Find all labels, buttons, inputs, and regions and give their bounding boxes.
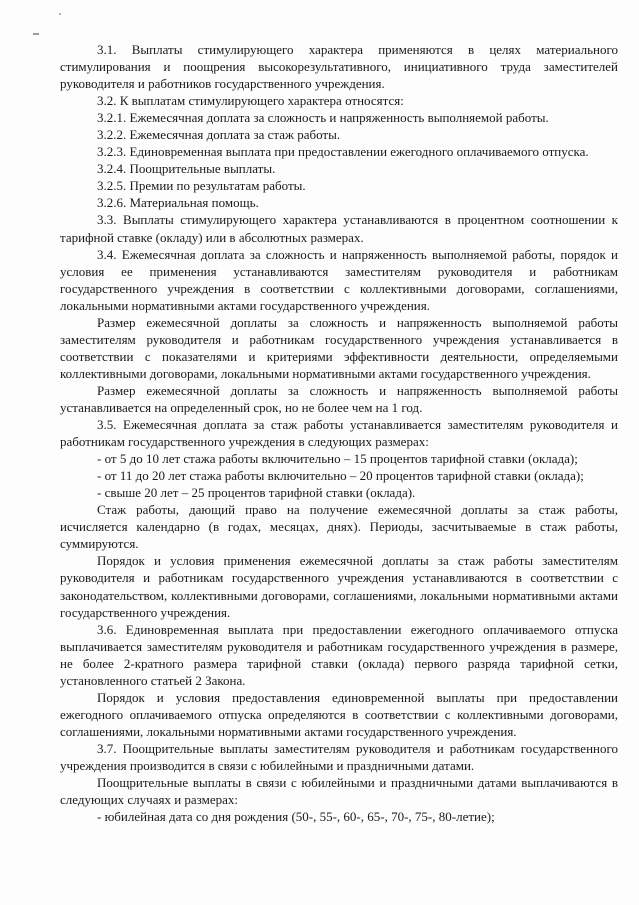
paragraph: - от 11 до 20 лет стажа работы включительно – 20 процентов тарифной ставки (оклада);: [97, 468, 584, 484]
paragraph: Порядок и условия предоставления единовременной выплаты при предоставлении ежегодного оплачиваемого отпуска определяются в соответствии с коллективными договорами, соглашениями, локальными нормативными актами государственного учреждения.: [60, 689, 618, 739]
paragraph: - от 5 до 10 лет стажа работы включительно – 15 процентов тарифной ставки (оклада);: [97, 451, 578, 467]
scan-artifact: [59, 13, 61, 15]
paragraph: 3.2.6. Материальная помощь.: [97, 195, 259, 211]
paragraph: 3.5. Ежемесячная доплата за стаж работы устанавливается заместителям руководителя и работникам государственного учреждения в следующих размерах:: [60, 417, 618, 450]
paragraph: Поощрительные выплаты в связи с юбилейными и праздничными датами выплачиваются в следующих случаях и размерах:: [60, 775, 618, 808]
paragraph: Стаж работы, дающий право на получение ежемесячной доплаты за стаж работы, исчисляется календарно (в годах, месяцах, днях). Периоды, засчитываемые в стаж работы, суммируются.: [60, 502, 618, 552]
paragraph: Размер ежемесячной доплаты за сложность и напряженность выполняемой работы устанавливается на определенный срок, но не более чем на 1 год.: [60, 382, 618, 415]
paragraph: 3.1. Выплаты стимулирующего характера применяются в целях материального стимулирования и поощрения высокорезультативного, инициативного труда заместителей руководителя и работников государственного учреждения.: [60, 42, 618, 92]
paragraph: Размер ежемесячной доплаты за сложность и напряженность выполняемой работы заместителям руководителя и работникам государственного учреждения устанавливается в соответствии с показателями и критериями эффективности деятельности, определяемыми коллективными договорами, локальными нормативными актами государственного учреждения.: [60, 314, 618, 381]
paragraph: 3.3. Выплаты стимулирующего характера устанавливаются в процентном соотношении к тарифной ставке (окладу) или в абсолютных размерах.: [60, 212, 618, 245]
paragraph: - юбилейная дата со дня рождения (50-, 55-, 60-, 65-, 70-, 75-, 80-летие);: [97, 809, 495, 825]
scan-artifact: [33, 33, 39, 35]
paragraph: 3.6. Единовременная выплата при предоставлении ежегодного оплачиваемого отпуска выплачивается заместителям руководителя и работникам государственного учреждения в размере, не более 2-кратного размера тарифной ставки (оклада) первого разряда тарифной сетки, установленного статьей 2 Закона.: [60, 621, 618, 688]
paragraph: 3.2.3. Единовременная выплата при предоставлении ежегодного оплачиваемого отпуска.: [97, 144, 589, 160]
paragraph: 3.2.2. Ежемесячная доплата за стаж работы.: [97, 127, 341, 143]
paragraph: 3.4. Ежемесячная доплата за сложность и напряженность выполняемой работы, порядок и условия ее применения устанавливаются заместителям руководителя и работникам государственного учреждения в соответствии с коллективными договорами, соглашениями, локальными нормативными актами государственного учреждения.: [60, 246, 618, 313]
paragraph: 3.2.4. Поощрительные выплаты.: [97, 161, 276, 177]
document-body: [60, 41, 618, 825]
paragraph: - свыше 20 лет – 25 процентов тарифной ставки (оклада).: [97, 485, 416, 501]
paragraph: 3.2. К выплатам стимулирующего характера относятся:: [97, 93, 404, 109]
paragraph: Порядок и условия применения ежемесячной доплаты за стаж работы заместителям руководителя и работникам государственного учреждения устанавливаются в соответствии с законодательством, коллективными договорами, соглашениями, локальными нормативными актами государственного учреждения.: [60, 553, 618, 620]
paragraph: 3.7. Поощрительные выплаты заместителям руководителя и работникам государственного учреждения производится в связи с юбилейными и праздничными датами.: [60, 740, 618, 773]
paragraph: 3.2.5. Премии по результатам работы.: [97, 178, 306, 194]
paragraph: 3.2.1. Ежемесячная доплата за сложность и напряженность выполняемой работы.: [97, 110, 549, 126]
